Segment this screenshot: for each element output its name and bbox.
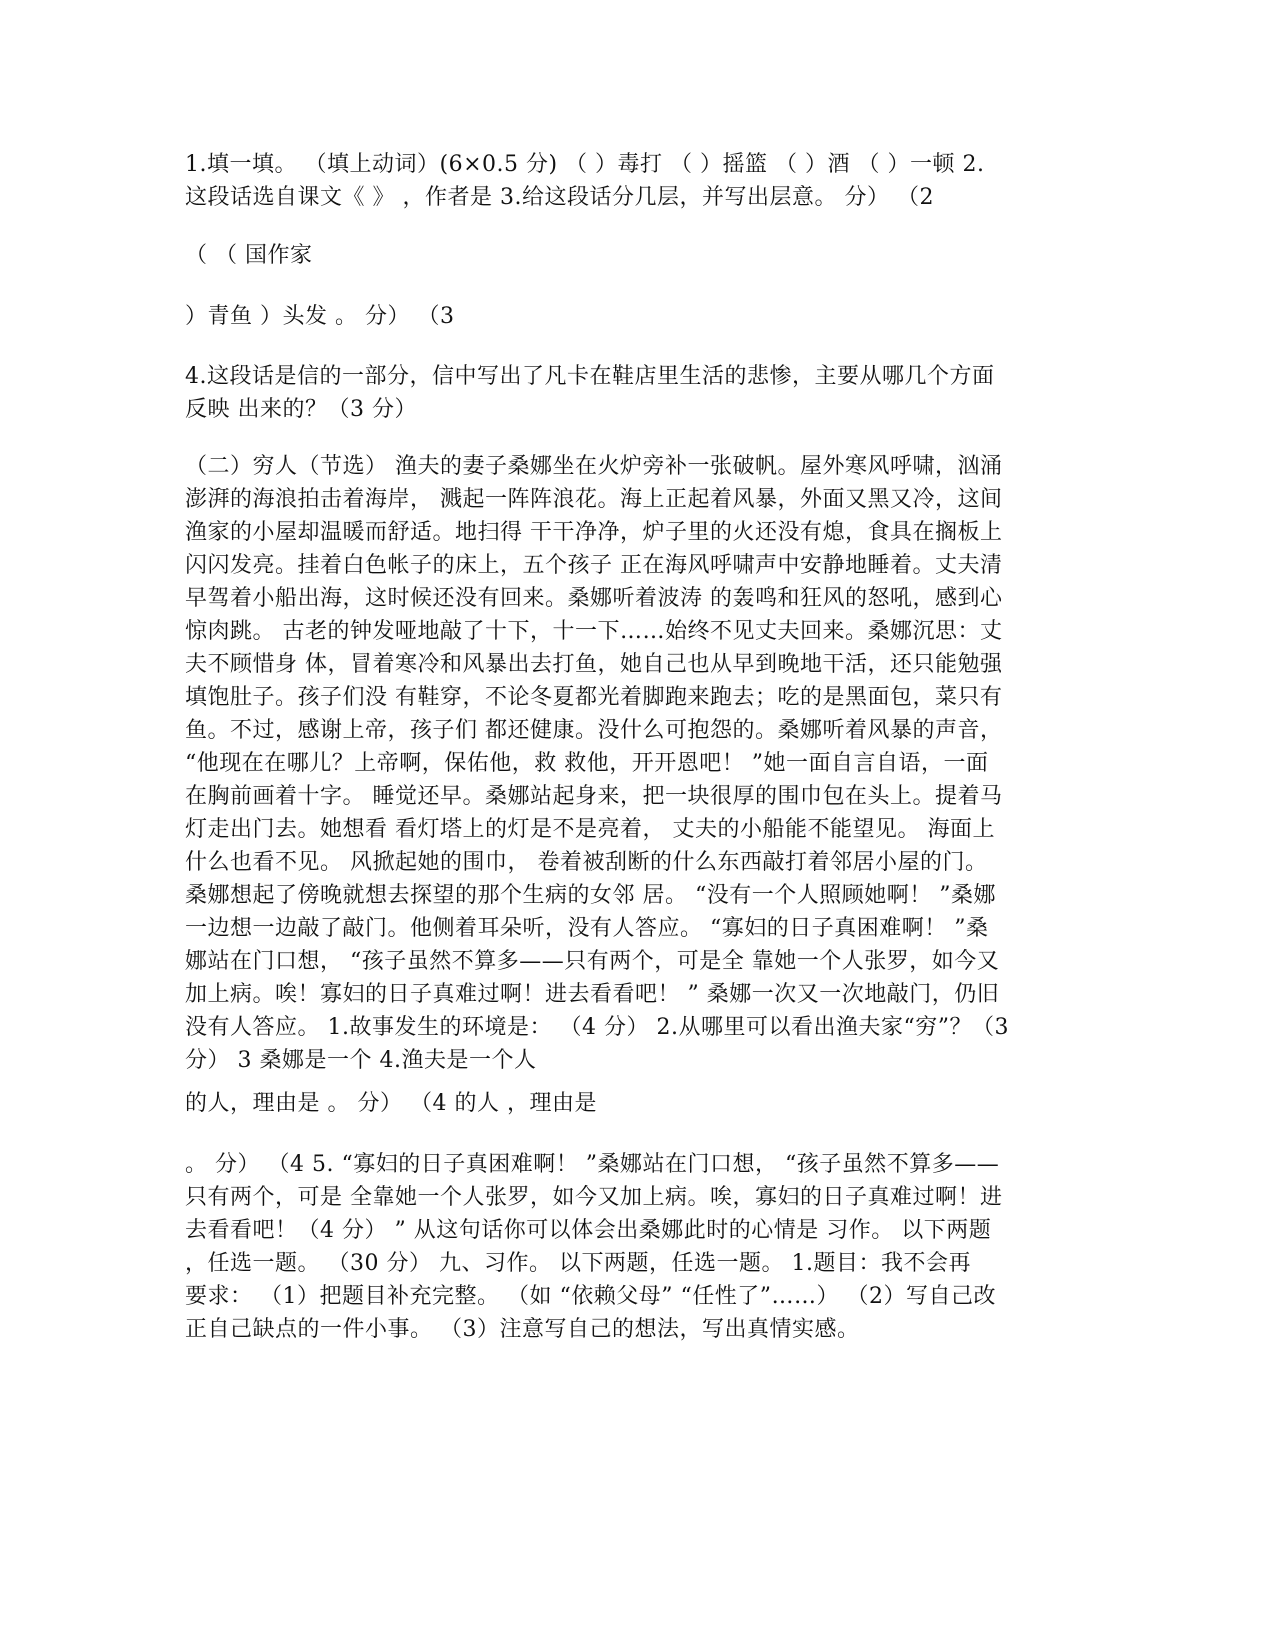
text-line: 娜站在门口想， “孩子虽然不算多——只有两个，可是全 靠她一个人张罗，如今又 bbox=[185, 949, 1000, 974]
text-line: 反映 出来的？（3 分） bbox=[185, 397, 417, 422]
reading-passage-poor-people bbox=[185, 450, 1085, 1077]
text-line: 填饱肚子。孩子们没 有鞋穿，不论冬夏都光着脚跑来跑去；吃的是黑面包，菜只有 bbox=[185, 685, 1003, 710]
question-block-author bbox=[185, 239, 1085, 272]
text-line: 正自己缺点的一件小事。 （3）注意写自己的想法，写出真情实感。 bbox=[185, 1317, 860, 1342]
text-line: 只有两个，可是 全靠她一个人张罗，如今又加上病。唉，寡妇的日子真难过啊！进 bbox=[185, 1185, 1003, 1210]
question-block-fill-in bbox=[185, 148, 1085, 214]
text-line: 在胸前画着十字。 睡觉还早。桑娜站起身来，把一块很厚的围巾包在头上。提着马 bbox=[185, 784, 1003, 809]
text-line: （ （ 国作家 bbox=[185, 243, 313, 268]
text-line: 一边想一边敲了敲门。他侧着耳朵听，没有人答应。 “寡妇的日子真困难啊！ ”桑 bbox=[185, 916, 989, 941]
text-line: 的人，理由是 。 分） （4 的人 ，理由是 bbox=[185, 1091, 597, 1116]
text-line: 澎湃的海浪拍击着海岸， 溅起一阵阵浪花。海上正起着风暴，外面又黑又冷，这间 bbox=[185, 487, 1003, 512]
text-line: 鱼。不过，感谢上帝，孩子们 都还健康。没什么可抱怨的。桑娜听着风暴的声音， bbox=[185, 718, 1003, 743]
text-line: 灯走出门去。她想看 看灯塔上的灯是不是亮着， 丈夫的小船能不能望见。 海面上 bbox=[185, 817, 995, 842]
question-block-reasons bbox=[185, 1087, 1085, 1120]
text-line: 。 分） （4 5. “寡妇的日子真困难啊！ ”桑娜站在门口想， “孩子虽然不算多—— bbox=[185, 1152, 1000, 1177]
question-block-composition bbox=[185, 1148, 1085, 1346]
question-block-blanks bbox=[185, 300, 1085, 333]
text-line: 分） 3 桑娜是一个 4.渔夫是一个人 bbox=[185, 1048, 537, 1073]
text-line: 4.这段话是信的一部分，信中写出了凡卡在鞋店里生活的悲惨，主要从哪几个方面 bbox=[185, 364, 995, 389]
text-line: ，任选一题。 （30 分） 九、习作。 以下两题，任选一题。 1.题目：我不会再 bbox=[185, 1251, 971, 1276]
text-line: 闪闪发亮。挂着白色帐子的床上，五个孩子 正在海风呼啸声中安静地睡着。丈夫清 bbox=[185, 553, 1003, 578]
text-line: 渔家的小屋却温暖而舒适。地扫得 干干净净，炉子里的火还没有熄，食具在搁板上 bbox=[185, 520, 1003, 545]
text-line: ）青鱼 ）头发 。 分） （3 bbox=[185, 304, 455, 329]
text-line: 加上病。唉！寡妇的日子真难过啊！进去看看吧！ ” 桑娜一次又一次地敲门，仍旧 bbox=[185, 982, 1000, 1007]
text-line: 夫不顾惜身 体，冒着寒冷和风暴出去打鱼，她自己也从早到晚地干活，还只能勉强 bbox=[185, 652, 1003, 677]
text-line: 桑娜想起了傍晚就想去探望的那个生病的女邻 居。 “没有一个人照顾她啊！ ”桑娜 bbox=[185, 883, 996, 908]
text-line: 早驾着小船出海，这时候还没有回来。桑娜听着波涛 的轰鸣和狂风的怒吼，感到心 bbox=[185, 586, 1003, 611]
text-line: 没有人答应。 1.故事发生的环境是： （4 分） 2.从哪里可以看出渔夫家“穷”？（3 bbox=[185, 1015, 1009, 1040]
text-line: （二）穷人（节选） 渔夫的妻子桑娜坐在火炉旁补一张破帆。屋外寒风呼啸，汹涌 bbox=[185, 454, 1003, 479]
text-line: 惊肉跳。 古老的钟发哑地敲了十下，十一下……始终不见丈夫回来。桑娜沉思：丈 bbox=[185, 619, 1003, 644]
text-line: 1.填一填。 （填上动词）(6×0.5 分) （ ）毒打 （ ）摇篮 （ ）酒 （ ）一顿 2. bbox=[185, 152, 985, 177]
text-line: “他现在在哪儿？上帝啊，保佑他，救 救他，开开恩吧！ ”她一面自言自语，一面 bbox=[185, 751, 989, 776]
text-line: 这段话选自课文《 》 ，作者是 3.给这段话分几层，并写出层意。 分） （2 bbox=[185, 185, 934, 210]
text-line: 要求： （1）把题目补充完整。 （如 “依赖父母” “任性了”……） （2）写自己改 bbox=[185, 1284, 996, 1309]
text-line: 去看看吧！（4 分） ” 从这句话你可以体会出桑娜此时的心情是 习作。 以下两题 bbox=[185, 1218, 992, 1243]
question-block-letter bbox=[185, 360, 1085, 426]
text-line: 什么也看不见。 风掀起她的围巾， 卷着被刮断的什么东西敲打着邻居小屋的门。 bbox=[185, 850, 988, 875]
